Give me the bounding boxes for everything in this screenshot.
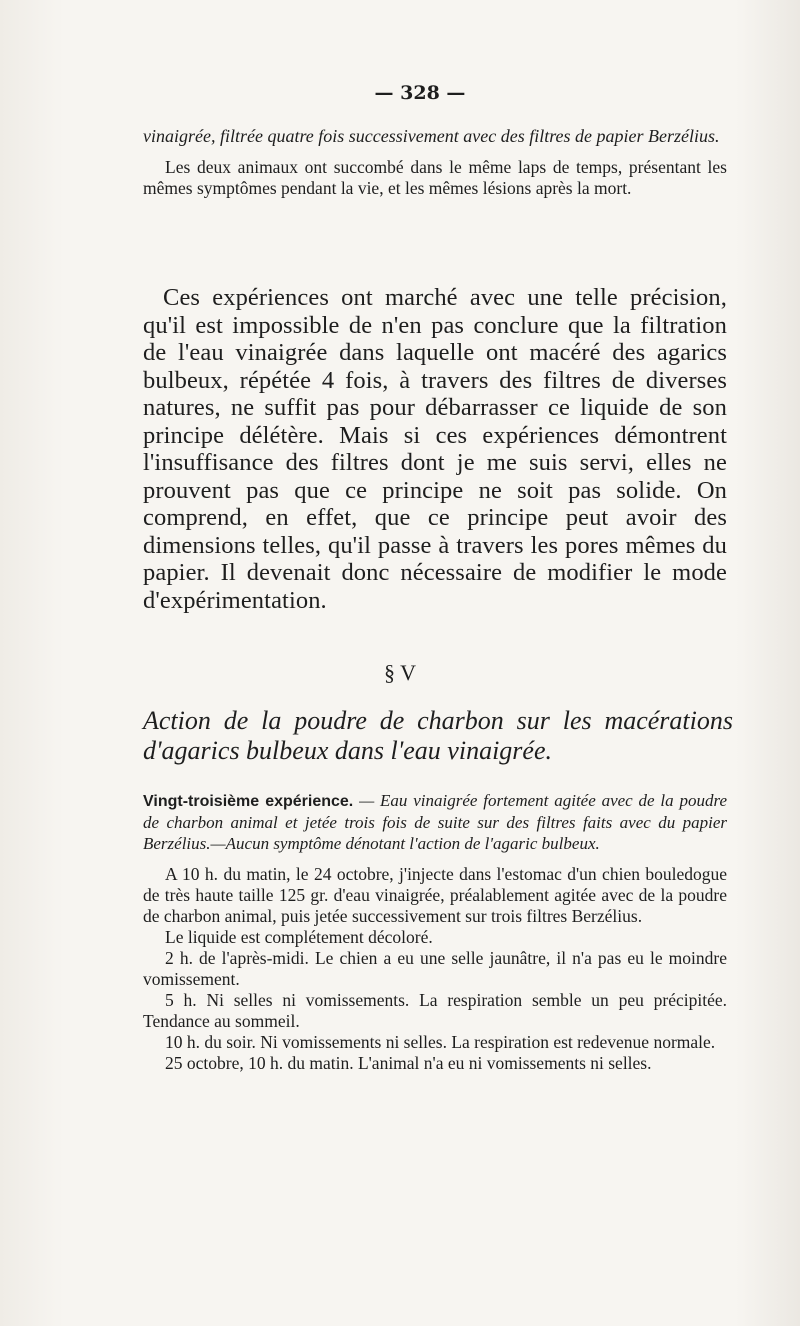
experiment-entry: 25 octobre, 10 h. du matin. L'animal n'a eu ni vomissements ni selles. bbox=[165, 1053, 652, 1073]
experiment-summary: — Eau vinaigrée fortement agitée avec de la poudre de charbon animal et jetée trois fois de suite sur des filtres faits avec du papier Berzélius.—Aucun symptôme dénotant l'action de l'agaric bulbeux. bbox=[143, 791, 727, 853]
experiment-block bbox=[143, 790, 727, 1074]
experiment-header bbox=[143, 790, 727, 854]
experiment-entries bbox=[143, 864, 727, 1074]
experiment-entry: Le liquide est complétement décoloré. bbox=[165, 927, 433, 947]
main-paragraph-block bbox=[143, 284, 727, 614]
main-paragraph: Ces expériences ont marché avec une telle précision, qu'il est impossible de n'en pas conclure que la filtration de l'eau vinaigrée dans laquelle ont macéré des agarics bulbeux, répétée 4 fois, à travers des filtres de diverses natures, ne suffit pas pour débarrasser ce liquide de son principe délétère. Mais si ces expériences démontrent l'insuffisance des filtres dont je me suis servi, elles ne prouvent pas que ce principe ne soit pas solide. On comprend, en effet, que ce principe peut avoir des dimensions telles, qu'il passe à travers les pores mêmes du papier. Il devenait donc nécessaire de modifier le mode d'expérimentation. bbox=[143, 284, 727, 614]
intro-paragraph: Les deux animaux ont succombé dans le même laps de temps, présentant les mêmes symptômes pendant la vie, et les mêmes lésions après la mort. bbox=[143, 157, 727, 198]
section-marker: § V bbox=[384, 660, 416, 685]
experiment-entry: 5 h. Ni selles ni vomissements. La respiration semble un peu précipitée. Tendance au sommeil. bbox=[143, 990, 727, 1031]
experiment-entry: 10 h. du soir. Ni vomissements ni selles. La respiration est redevenue normale. bbox=[165, 1032, 716, 1052]
intro-block bbox=[143, 126, 727, 199]
page-number: — 328 — bbox=[374, 82, 466, 104]
experiment-heading: Vingt-troisième expérience. bbox=[143, 793, 354, 810]
experiment-entry: 2 h. de l'après-midi. Le chien a eu une selle jaunâtre, il n'a pas eu le moindre vomissement. bbox=[143, 948, 727, 989]
section-title: Action de la poudre de charbon sur les macérations d'agarics bulbeux dans l'eau vinaigrée. bbox=[143, 706, 733, 765]
intro-line: vinaigrée, filtrée quatre fois successivement avec des filtres de papier Berzélius. bbox=[143, 126, 720, 146]
experiment-entry: A 10 h. du matin, le 24 octobre, j'injecte dans l'estomac d'un chien bouledogue de très haute taille 125 gr. d'eau vinaigrée, préalablement agitée avec de la poudre de charbon animal, puis jetée successivement sur trois filtres Berzélius. bbox=[143, 864, 727, 926]
